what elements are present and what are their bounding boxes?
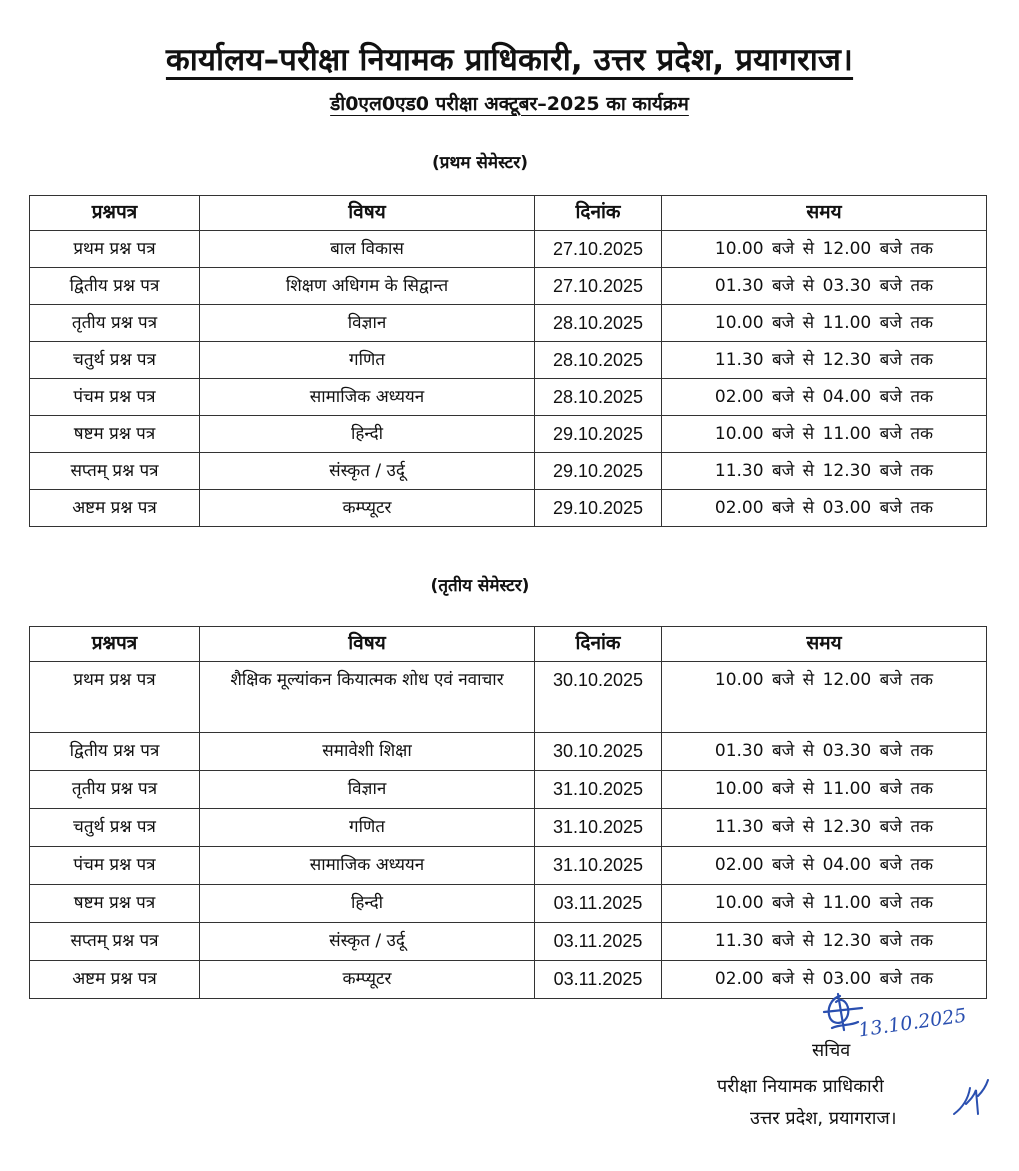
subject-cell: कम्प्यूटर (200, 490, 535, 527)
paper-cell: अष्टम प्रश्न पत्र (30, 961, 200, 999)
table-header-row (30, 196, 987, 231)
table-row (30, 733, 987, 771)
paper-cell: पंचम प्रश्न पत्र (30, 379, 200, 416)
authority-place: उत्तर प्रदेश, प्रयागराज। (750, 1108, 897, 1129)
subject-cell: हिन्दी (200, 416, 535, 453)
table-row (30, 771, 987, 809)
date-cell: 27.10.2025 (535, 268, 662, 305)
time-cell: 10.00 बजे से 11.00 बजे तक (662, 885, 987, 923)
subject-cell: शैक्षिक मूल्यांकन कियात्मक शोध एवं नवाचार (200, 662, 535, 733)
column-header-subject: विषय (200, 196, 535, 231)
subject-cell: गणित (200, 809, 535, 847)
date-cell: 28.10.2025 (535, 305, 662, 342)
paper-cell: षष्टम प्रश्न पत्र (30, 885, 200, 923)
paper-cell: तृतीय प्रश्न पत्र (30, 771, 200, 809)
designation: सचिव (812, 1040, 851, 1061)
subject-cell: कम्प्यूटर (200, 961, 535, 999)
table-row (30, 416, 987, 453)
table-row (30, 453, 987, 490)
semester-1-heading: (प्रथम सेमेस्टर) (432, 153, 528, 173)
date-cell: 29.10.2025 (535, 490, 662, 527)
date-cell: 29.10.2025 (535, 416, 662, 453)
paper-cell: प्रथम प्रश्न पत्र (30, 231, 200, 268)
signature-block (700, 990, 1000, 1140)
date-cell: 28.10.2025 (535, 342, 662, 379)
subject-cell: बाल विकास (200, 231, 535, 268)
time-cell: 02.00 बजे से 04.00 बजे तक (662, 379, 987, 416)
subject-cell: शिक्षण अधिगम के सिद्वान्त (200, 268, 535, 305)
date-cell: 03.11.2025 (535, 923, 662, 961)
subject-cell: हिन्दी (200, 885, 535, 923)
time-cell: 02.00 बजे से 03.00 बजे तक (662, 961, 987, 999)
table-row (30, 923, 987, 961)
time-cell: 02.00 बजे से 03.00 बजे तक (662, 490, 987, 527)
subject-cell: गणित (200, 342, 535, 379)
subject-cell: सामाजिक अध्ययन (200, 847, 535, 885)
time-cell: 10.00 बजे से 11.00 बजे तक (662, 305, 987, 342)
time-cell: 01.30 बजे से 03.30 बजे तक (662, 733, 987, 771)
table-header-row (30, 627, 987, 662)
paper-cell: अष्टम प्रश्न पत्र (30, 490, 200, 527)
paper-cell: द्वितीय प्रश्न पत्र (30, 733, 200, 771)
table-row (30, 809, 987, 847)
subject-cell: सामाजिक अध्ययन (200, 379, 535, 416)
time-cell: 11.30 बजे से 12.30 बजे तक (662, 923, 987, 961)
time-cell: 11.30 बजे से 12.30 बजे तक (662, 453, 987, 490)
semester-3-table (29, 626, 987, 999)
paper-cell: चतुर्थ प्रश्न पत्र (30, 342, 200, 379)
semester-1-table (29, 195, 987, 527)
column-header-paper: प्रश्नपत्र (30, 627, 200, 662)
table-row (30, 231, 987, 268)
date-cell: 27.10.2025 (535, 231, 662, 268)
time-cell: 10.00 बजे से 12.00 बजे तक (662, 662, 987, 733)
date-cell: 03.11.2025 (535, 885, 662, 923)
date-cell: 29.10.2025 (535, 453, 662, 490)
subject-cell: संस्कृत / उर्दू (200, 453, 535, 490)
date-cell: 03.11.2025 (535, 961, 662, 999)
authority-name: परीक्षा नियामक प्राधिकारी (717, 1076, 884, 1097)
table-row (30, 847, 987, 885)
table-row (30, 305, 987, 342)
paper-cell: प्रथम प्रश्न पत्र (30, 662, 200, 733)
signature-date: 13.10.2025 (856, 1004, 968, 1042)
table-row (30, 490, 987, 527)
time-cell: 10.00 बजे से 11.00 बजे तक (662, 416, 987, 453)
date-cell: 31.10.2025 (535, 771, 662, 809)
time-cell: 10.00 बजे से 12.00 बजे तक (662, 231, 987, 268)
date-cell: 30.10.2025 (535, 662, 662, 733)
table-row (30, 268, 987, 305)
time-cell: 11.30 बजे से 12.30 बजे तक (662, 342, 987, 379)
handwritten-initials (948, 1074, 994, 1122)
column-header-subject: विषय (200, 627, 535, 662)
page-title: कार्यालय–परीक्षा नियामक प्राधिकारी, उत्तर प्रदेश, प्रयागराज। (165, 42, 854, 78)
date-cell: 30.10.2025 (535, 733, 662, 771)
time-cell: 11.30 बजे से 12.30 बजे तक (662, 809, 987, 847)
semester-3-heading: (तृतीय सेमेस्टर) (430, 576, 530, 596)
column-header-time: समय (662, 627, 987, 662)
time-cell: 01.30 बजे से 03.30 बजे तक (662, 268, 987, 305)
paper-cell: सप्तम् प्रश्न पत्र (30, 453, 200, 490)
paper-cell: पंचम प्रश्न पत्र (30, 847, 200, 885)
table-row (30, 379, 987, 416)
time-cell: 10.00 बजे से 11.00 बजे तक (662, 771, 987, 809)
table-row (30, 342, 987, 379)
subject-cell: समावेशी शिक्षा (200, 733, 535, 771)
paper-cell: तृतीय प्रश्न पत्र (30, 305, 200, 342)
date-cell: 31.10.2025 (535, 809, 662, 847)
table-row (30, 662, 987, 733)
column-header-date: दिनांक (535, 196, 662, 231)
paper-cell: षष्टम प्रश्न पत्र (30, 416, 200, 453)
page-subtitle: डी0एल0एड0 परीक्षा अक्टूबर–2025 का कार्यक्रम (330, 93, 689, 115)
subject-cell: विज्ञान (200, 305, 535, 342)
paper-cell: द्वितीय प्रश्न पत्र (30, 268, 200, 305)
column-header-date: दिनांक (535, 627, 662, 662)
table-row (30, 885, 987, 923)
paper-cell: सप्तम् प्रश्न पत्र (30, 923, 200, 961)
time-cell: 02.00 बजे से 04.00 बजे तक (662, 847, 987, 885)
subject-cell: विज्ञान (200, 771, 535, 809)
subject-cell: संस्कृत / उर्दू (200, 923, 535, 961)
paper-cell: चतुर्थ प्रश्न पत्र (30, 809, 200, 847)
date-cell: 31.10.2025 (535, 847, 662, 885)
column-header-time: समय (662, 196, 987, 231)
date-cell: 28.10.2025 (535, 379, 662, 416)
column-header-paper: प्रश्नपत्र (30, 196, 200, 231)
